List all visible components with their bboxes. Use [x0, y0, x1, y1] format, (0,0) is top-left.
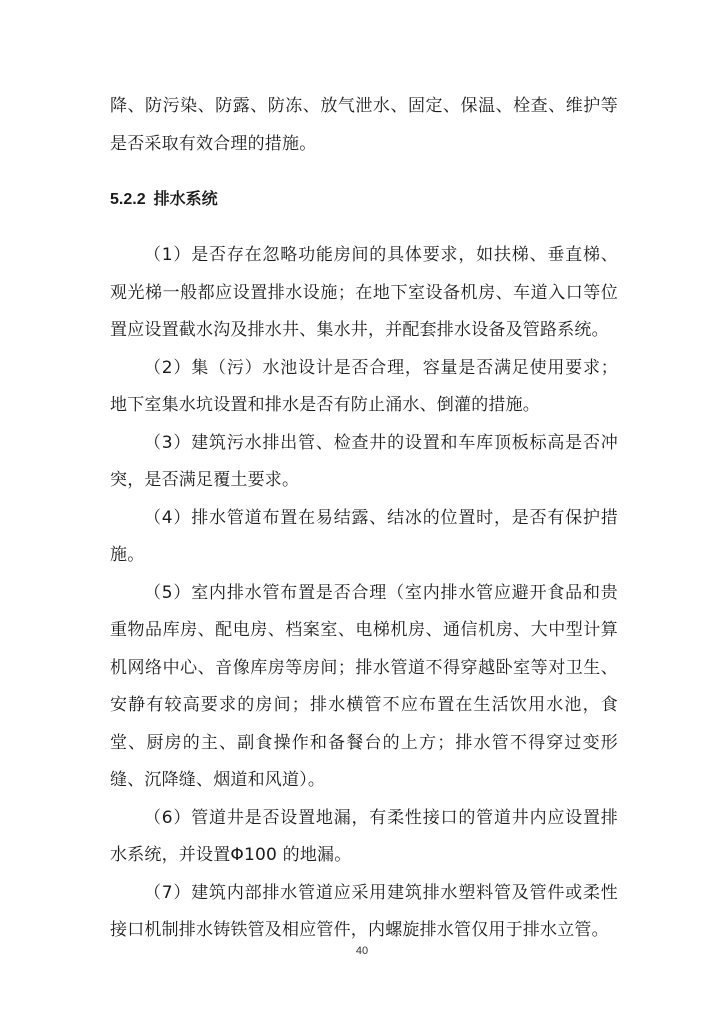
list-item: （6）管道井是否设置地漏，有柔性接口的管道井内应设置排水系统，并设置Φ100 的地漏。	[110, 807, 618, 865]
list-item: （2）集（污）水池设计是否合理，容量是否满足使用要求；地下室集水坑设置和排水是否有防止涌水、倒灌的措施。	[110, 357, 618, 415]
list-item: （3）建筑污水排出管、检查井的设置和车库顶板标高是否冲突，是否满足覆土要求。	[110, 432, 618, 490]
list-item: （5）室内排水管布置是否合理（室内排水管应避开食品和贵重物品库房、配电房、档案室、电梯机房、通信机房、大中型计算机网络中心、音像库房等房间；排水管道不得穿越卧室等对卫生、安静有较高要求的房间；排水横管不应布置在生活饮用水池，食堂、厨房的主、副食操作和备餐台的上方；排水管不得穿过变形缝、沉降缝、烟道和风道）。	[110, 582, 618, 790]
page-body	[110, 88, 618, 950]
section-heading	[110, 190, 618, 210]
list-item: （1）是否存在忽略功能房间的具体要求，如扶梯、垂直梯、观光梯一般都应设置排水设施；在地下室设备机房、车道入口等位置应设置截水沟及排水井、集水井，并配套排水设备及管路系统。	[110, 245, 618, 340]
list-item: （4）排水管道布置在易结露、结冰的位置时，是否有保护措施。	[110, 507, 618, 565]
section-title: 排水系统	[153, 191, 218, 208]
intro-paragraph: 降、防污染、防露、防冻、放气泄水、固定、保温、栓查、维护等是否采取有效合理的措施。	[110, 96, 618, 154]
list-item: （7）建筑内部排水管道应采用建筑排水塑料管及管件或柔性接口机制排水铸铁管及相应管件，内螺旋排水管仅用于排水立管。	[110, 882, 618, 940]
page-number: 40	[355, 945, 369, 957]
section-number: 5.2.2	[110, 191, 146, 208]
